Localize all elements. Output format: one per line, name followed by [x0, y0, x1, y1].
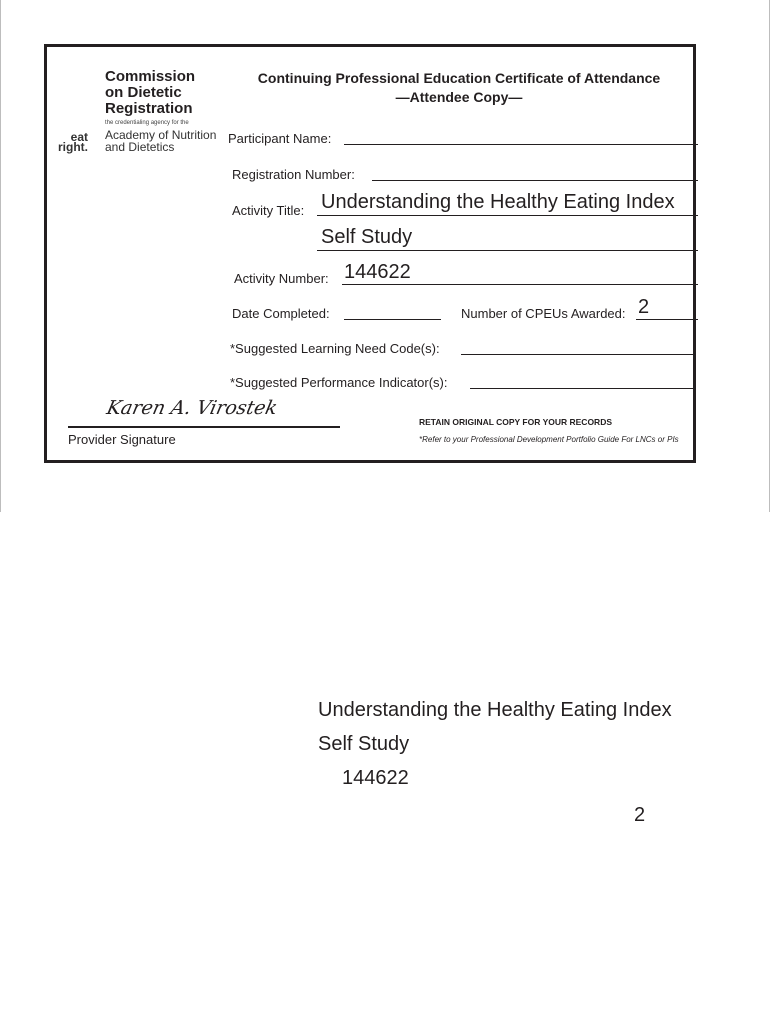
academy-name-line: Academy of Nutrition	[105, 128, 217, 142]
cpeus-awarded-label: Number of CPEUs Awarded:	[461, 306, 626, 321]
eatright-logo-top: eat	[70, 130, 88, 144]
certificate-subtitle: —Attendee Copy—	[395, 89, 523, 105]
date-completed-field[interactable]	[344, 319, 441, 320]
performance-indicators-field[interactable]	[470, 388, 695, 389]
date-completed-label: Date Completed:	[232, 306, 330, 321]
activity-number-value: 144622	[344, 261, 411, 283]
certificate-title-text: Continuing Professional Education Certificate of Attendance	[257, 70, 661, 86]
activity-title-field[interactable]	[317, 191, 698, 216]
learning-need-codes-field[interactable]	[461, 354, 695, 355]
credentialing-note: the credentialing agency for the	[105, 120, 189, 126]
cpeus-awarded-value: 2	[638, 296, 650, 318]
signature-line	[68, 426, 340, 428]
lower-activity-title-line1: Understanding the Healthy Eating Index	[318, 699, 672, 721]
eatright-logo	[58, 132, 88, 152]
activity-title-field-line2[interactable]	[317, 226, 698, 251]
provider-name-line: on Dietetic	[105, 84, 182, 101]
activity-title-value-line2: Self Study	[321, 226, 413, 248]
refer-notice: *Refer to your Professional Development Portfolio Guide For LNCs or PIs	[419, 435, 679, 444]
provider-signature-label: Provider Signature	[68, 432, 176, 447]
performance-indicators-label: *Suggested Performance Indicator(s):	[230, 375, 448, 390]
page-edge-left	[0, 0, 1, 512]
activity-title-label: Activity Title:	[232, 203, 305, 218]
cpeus-awarded-field[interactable]	[636, 296, 698, 320]
academy-name	[105, 129, 216, 153]
eatright-logo-bottom: right.	[58, 140, 88, 154]
activity-title-value-line1: Understanding the Healthy Eating Index	[321, 191, 675, 213]
academy-name-line: and Dietetics	[105, 140, 175, 154]
activity-number-field[interactable]	[342, 261, 698, 285]
provider-name-line: Commission	[105, 68, 196, 85]
lower-activity-title-line2: Self Study	[318, 733, 410, 755]
provider-signature-image: Karen A. Virostek	[104, 397, 280, 419]
certificate-card	[44, 44, 696, 463]
lower-cpeus-awarded: 2	[634, 804, 646, 826]
certificate-title	[239, 69, 679, 107]
activity-number-label: Activity Number:	[234, 271, 329, 286]
participant-name-label: Participant Name:	[228, 131, 332, 146]
registration-number-field[interactable]	[372, 180, 698, 181]
lower-activity-number: 144622	[342, 767, 409, 789]
registration-number-label: Registration Number:	[232, 167, 355, 182]
provider-name	[105, 69, 195, 117]
learning-need-codes-label: *Suggested Learning Need Code(s):	[230, 341, 440, 356]
retain-notice: RETAIN ORIGINAL COPY FOR YOUR RECORDS	[419, 417, 613, 427]
provider-name-line: Registration	[105, 100, 193, 117]
participant-name-field[interactable]	[344, 144, 698, 145]
